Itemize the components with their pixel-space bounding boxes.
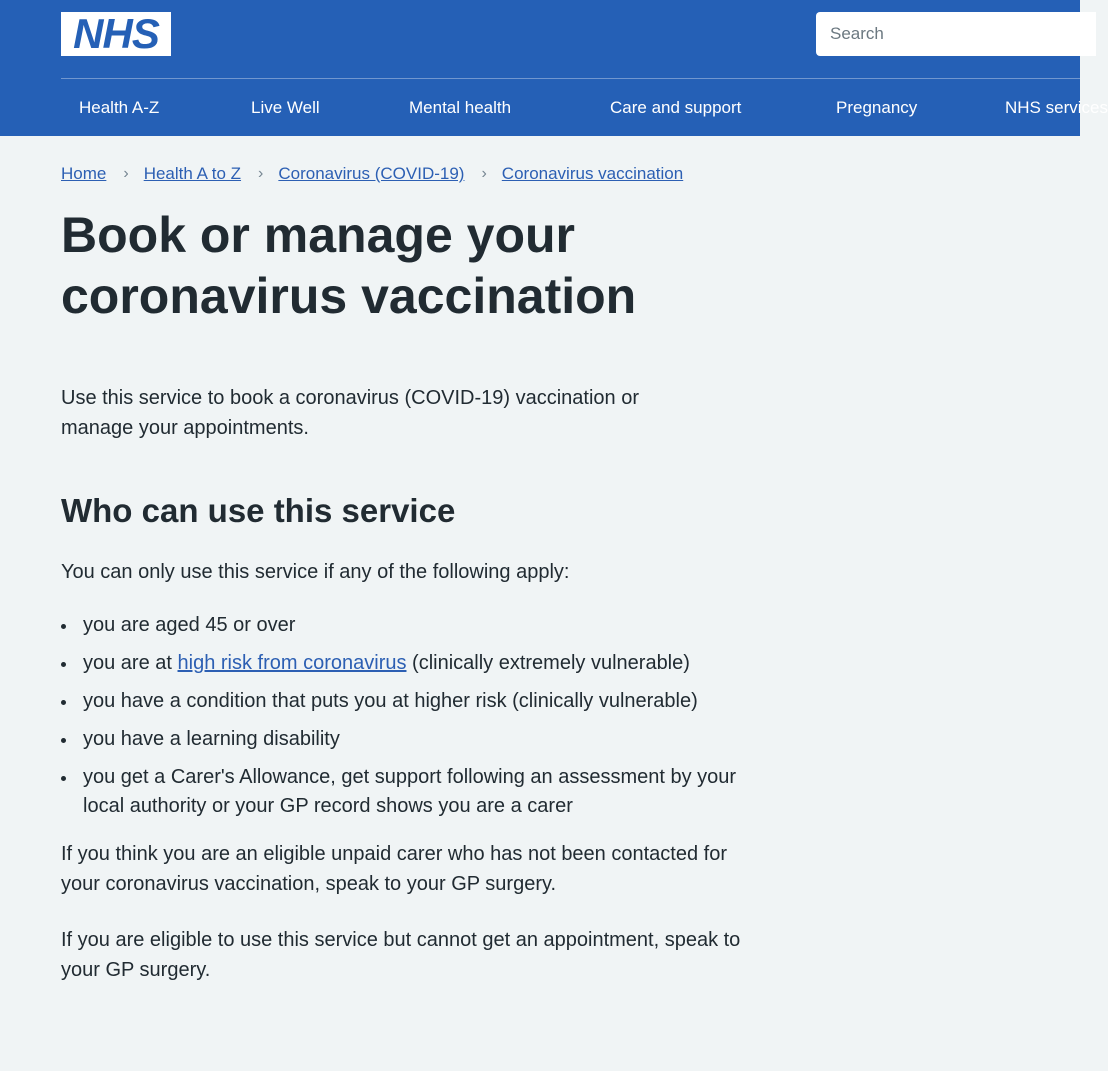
eligibility-intro: You can only use this service if any of the following apply: (61, 561, 570, 583)
nhs-logo[interactable] (61, 12, 171, 56)
breadcrumb-coronavirus[interactable]: Coronavirus (COVID-19) (278, 164, 465, 183)
unpaid-carer-paragraph: If you think you are an eligible unpaid carer who has not been contacted for your coronavirus vaccination, speak to your GP surgery. (61, 843, 727, 895)
chevron-right-icon: › (258, 165, 264, 182)
list-item-text: you get a Carer's Allowance, get support following an assessment by your local authority or your GP record shows you are a carer (83, 766, 737, 817)
breadcrumb (61, 162, 683, 186)
section-heading: Who can use this service (61, 492, 456, 529)
list-item-text: you have a learning disability (83, 728, 340, 750)
list-item (61, 725, 761, 754)
nhs-logo-text: NHS (73, 10, 159, 57)
main-nav (0, 79, 1108, 136)
list-item-text: you are aged 45 or over (83, 614, 296, 636)
breadcrumb-coronavirus-vaccination[interactable]: Coronavirus vaccination (501, 164, 684, 183)
breadcrumb-home[interactable]: Home (61, 164, 107, 183)
list-item (61, 763, 761, 821)
list-item (61, 611, 761, 640)
main-content (61, 205, 781, 985)
search-input[interactable] (816, 12, 1096, 56)
chevron-right-icon: › (481, 165, 487, 182)
nav-nhs-services[interactable]: NHS services (1005, 98, 1108, 117)
lead-paragraph: Use this service to book a coronavirus (COVID-19) vaccination or manage your appointments. (61, 387, 640, 439)
nav-mental-health[interactable]: Mental health (409, 98, 512, 117)
list-item (61, 649, 761, 678)
list-item-text: (clinically extremely vulnerable) (406, 652, 690, 674)
list-item (61, 687, 761, 716)
high-risk-link[interactable]: high risk from coronavirus (177, 652, 407, 674)
nav-pregnancy[interactable]: Pregnancy (836, 98, 918, 117)
page-title: Book or manage your coronavirus vaccination (61, 207, 637, 324)
chevron-right-icon: › (123, 165, 129, 182)
eligibility-list (61, 611, 781, 821)
breadcrumb-health-a-to-z[interactable]: Health A to Z (143, 164, 242, 183)
nav-live-well[interactable]: Live Well (251, 98, 320, 117)
nav-care-and-support[interactable]: Care and support (610, 98, 742, 117)
list-item-text: you have a condition that puts you at higher risk (clinically vulnerable) (83, 690, 698, 712)
site-header (0, 0, 1108, 136)
list-item-text: you are at (83, 652, 178, 674)
no-appointment-paragraph: If you are eligible to use this service but cannot get an appointment, speak to your GP surgery. (61, 929, 741, 981)
nav-health-a-z[interactable]: Health A-Z (79, 98, 160, 117)
